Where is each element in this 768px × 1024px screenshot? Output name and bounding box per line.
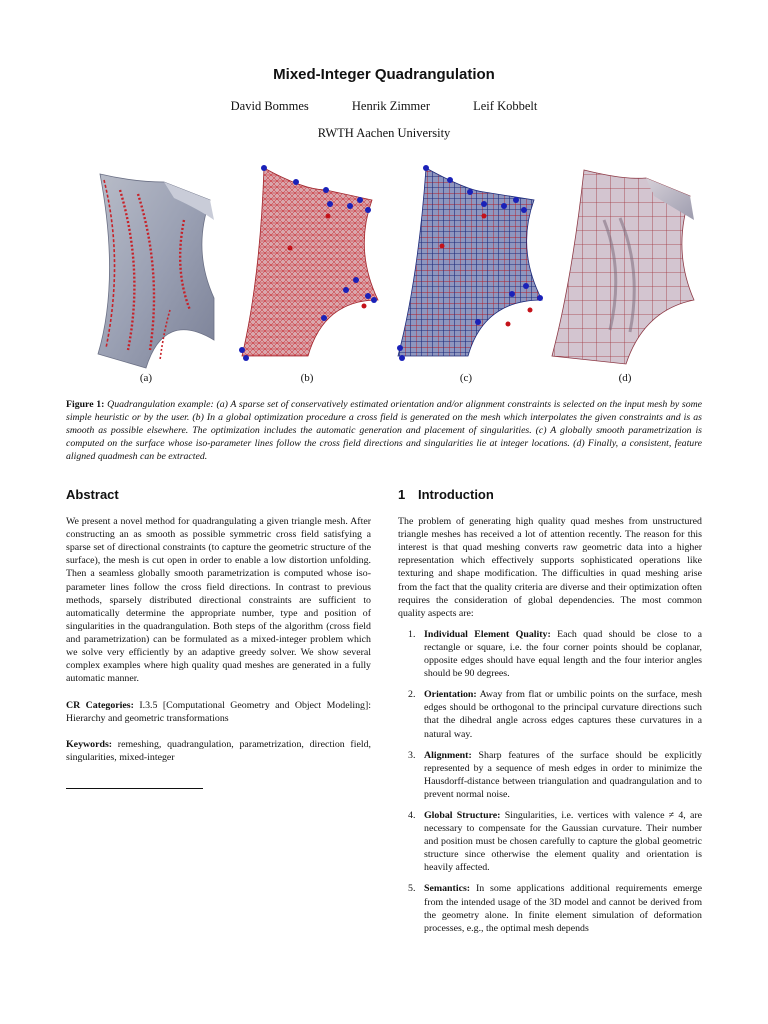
author-list bbox=[0, 99, 768, 114]
item-text: Sharp features of the surface should be explicitly represented by a sequence of mesh edges in order to minimize the Hausdorff-distance between triangulation and quadrangulation and to prevent normal noise. bbox=[424, 749, 702, 800]
item-label: Global Structure: bbox=[424, 809, 501, 821]
caption-label: Figure 1: bbox=[66, 399, 105, 410]
panel-label-a: (a) bbox=[139, 372, 153, 384]
intro-text: The problem of generating high quality quad meshes from unstructured triangle meshes has received a lot of attention recently. The reason for this interest is that quad meshing converts raw geometric data into a higher representation which effectively supports sophisticated operations like texturing and shape modification. The difficulties in quad meshing arise from the fact that the quality criteria are diverse and their optimization often requires the consideration of global dependencies. The most common quality aspects are: bbox=[398, 516, 702, 619]
abstract-text: We present a novel method for quadrangulating a given triangle mesh. After constructing an as smooth as possible symmetric cross field satisfying a sparse set of directional constraints (to capture the geometric structure of the surface), the mesh is cut open in order to enable a low distortion unfolding. Then a seamless globally smooth parametrization is computed whose iso-parameter lines follow the cross field directions. In contrast to previous methods, sparsely distributed directional constraints are sufficient to automatically determine the appropriate number, type and position of singularities in the quadrangulation. Both steps of the algorithm (cross field and parametrization) can be formulated as a mixed-integer problem which we solve very efficiently by an adaptive greedy solver. We show several complex examples where high quality quad meshes are generated in a fully automatic manner. bbox=[66, 516, 371, 685]
author-name: Henrik Zimmer bbox=[351, 99, 430, 113]
list-item bbox=[398, 749, 702, 801]
keywords bbox=[66, 738, 371, 764]
footnote-rule bbox=[66, 788, 203, 789]
item-text: Each quad should be close to a rectangle or square, i.e. the four corner points should be coplanar, opposite edges should have equal length and the four interior angles should be 90 degrees. bbox=[424, 628, 702, 680]
section-number: 1 bbox=[398, 487, 406, 502]
panel-label-b: (b) bbox=[300, 372, 314, 384]
list-item bbox=[398, 882, 702, 934]
item-label: Semantics: bbox=[424, 883, 471, 895]
teaser-figure bbox=[64, 160, 704, 390]
affiliation: RWTH Aachen University bbox=[317, 126, 451, 140]
paper-title: Mixed-Integer Quadrangulation bbox=[273, 66, 495, 83]
figure-caption bbox=[66, 398, 702, 463]
keywords-label: Keywords: bbox=[66, 738, 113, 750]
list-number: 5. bbox=[408, 883, 416, 895]
cr-label: CR Categories: bbox=[66, 700, 134, 712]
item-text: In some applications additional requirements emerge from the intended usage of the 3D model and cannot be derived from the geometry alone. In finite element simulation of deformation processes, e.g., the optimal mesh depends bbox=[424, 883, 702, 934]
panel-label-d: (d) bbox=[618, 372, 632, 384]
quality-aspects-list bbox=[398, 628, 702, 935]
introduction-heading bbox=[398, 488, 702, 501]
item-text: Singularities, i.e. vertices with valence ≠ 4, are necessary to compensate for the Gaussian curvature. Their number and position must be chosen carefully to capture the global geometric structure since otherwise the element quality and orientation is heavily affected. bbox=[424, 809, 703, 874]
section-title: Introduction bbox=[418, 487, 494, 502]
item-label: Orientation: bbox=[424, 689, 477, 701]
abstract-section bbox=[66, 488, 371, 764]
panel-b-mesh bbox=[239, 165, 378, 361]
list-item bbox=[398, 809, 702, 874]
author-name: Leif Kobbelt bbox=[473, 99, 538, 113]
list-number: 3. bbox=[408, 749, 416, 761]
list-number: 2. bbox=[408, 689, 416, 701]
cr-categories bbox=[66, 699, 371, 725]
caption-text: Quadrangulation example: (a) A sparse set of conservatively estimated orientation and/or alignment constraints is selected on the input mesh by some simple heuristic or by the user. (b) In a global optimization procedure a cross field is generated on the mesh which interpolates the given constraints and is as smooth as possible elsewhere. The optimization includes the automatic generation and placement of singularities. (c) A globally smooth parametrization is computed on the surface whose iso-parameter lines follow the cross field directions and singularities lie at integer locations. (d) Finally, a consistent, feature aligned quadmesh can be extracted. bbox=[66, 399, 703, 462]
abstract-heading: Abstract bbox=[66, 487, 119, 502]
item-label: Individual Element Quality: bbox=[424, 628, 551, 640]
list-number: 4. bbox=[408, 809, 416, 821]
introduction-section bbox=[398, 488, 702, 943]
panel-a-mesh bbox=[98, 174, 214, 368]
keywords-text: remeshing, quadrangulation, parametrization, direction field, singularities, mixed-integer bbox=[66, 738, 371, 763]
cr-text: I.3.5 [Computational Geometry and Object Modeling]: Hierarchy and geometric transformations bbox=[66, 700, 371, 725]
item-text: Away from flat or umbilic points on the surface, mesh edges should be orthogonal to the principal curvature directions such that the dihedral angle across edges captures these curvatures in a natural way. bbox=[424, 689, 702, 740]
list-item bbox=[398, 688, 702, 740]
panel-c-mesh bbox=[397, 165, 543, 361]
panel-label-c: (c) bbox=[459, 372, 473, 384]
list-item bbox=[398, 628, 702, 680]
item-label: Alignment: bbox=[424, 749, 472, 761]
list-number: 1. bbox=[408, 628, 416, 640]
panel-d-mesh bbox=[552, 170, 694, 364]
author-name: David Bommes bbox=[230, 99, 309, 113]
